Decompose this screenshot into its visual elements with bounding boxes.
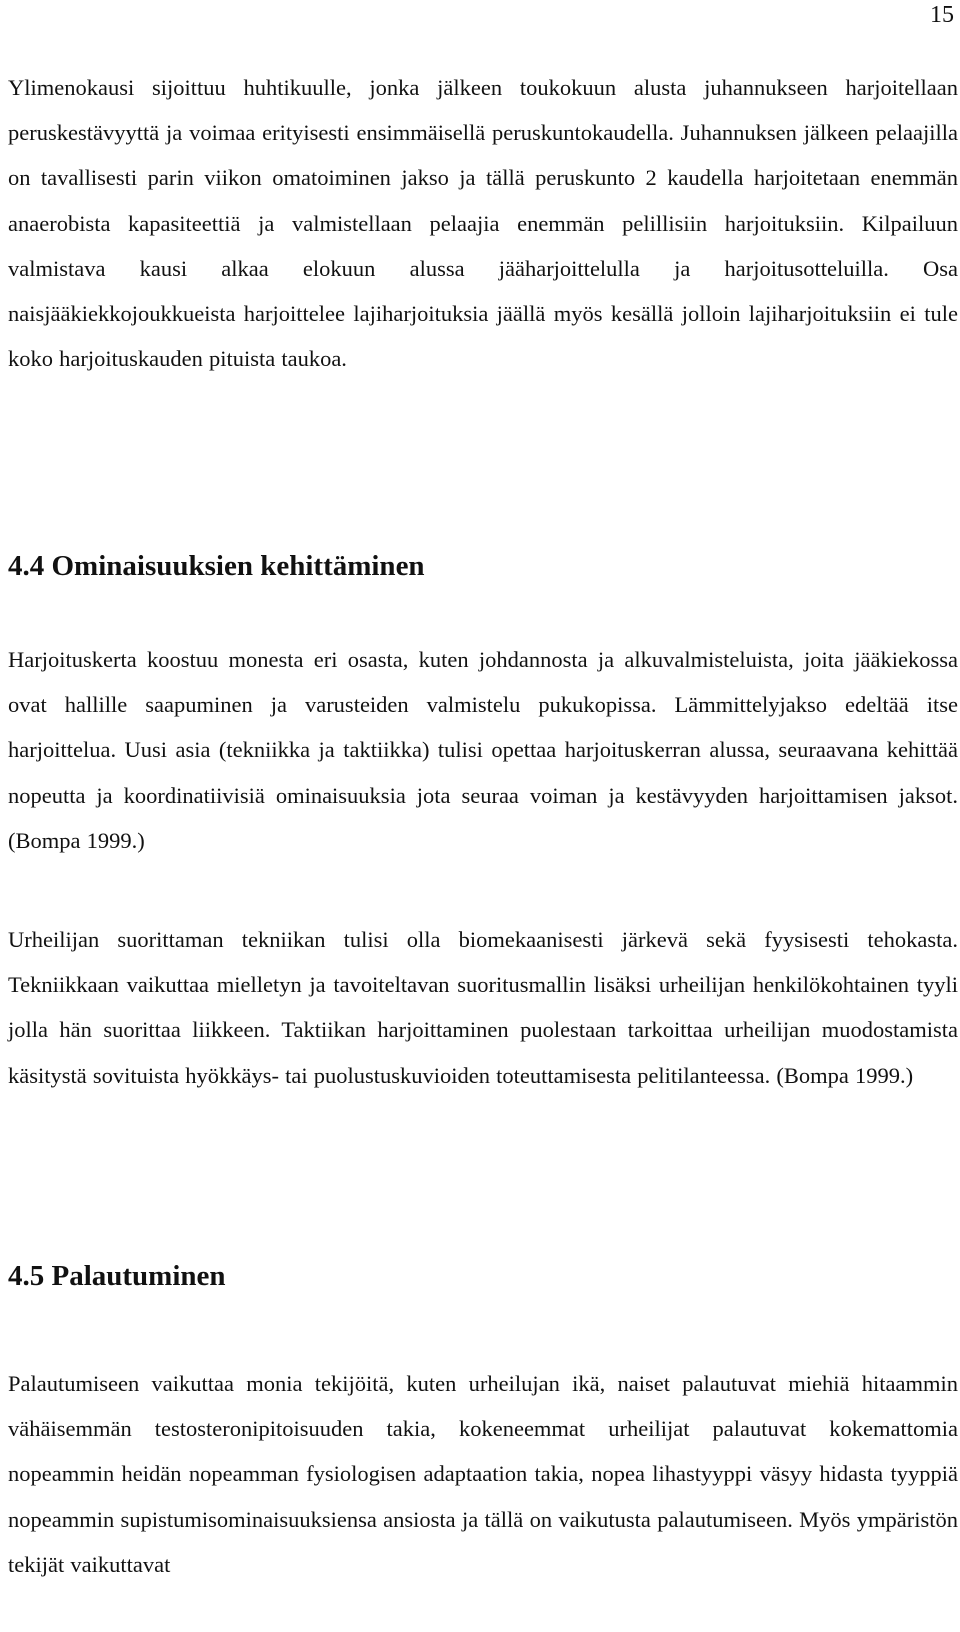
section-heading: 4.4 Ominaisuuksien kehittäminen: [8, 550, 425, 582]
page-number: 15: [930, 2, 954, 28]
body-paragraph: Palautumiseen vaikuttaa monia tekijöitä, kuten urheilujan ikä, naiset palautuvat miehiä hitaammin vähäisemmän testosteronipitoisuuden takia, kokeneemmat urheilijat palautuvat kokemattomia nopeammin heidän nopeamman fysiologisen adaptaation takia, nopea lihastyyppi väsyy hidasta tyyppiä nopeammin supistumisominaisuuksiensa ansiosta ja tällä on vaikutusta palautumiseen. Myös ympäristön tekijät vaikuttavat: [8, 1371, 958, 1577]
body-paragraph: Ylimenokausi sijoittuu huhtikuulle, jonka jälkeen toukokuun alusta juhannukseen harjoitellaan peruskestävyyttä ja voimaa erityisesti ensimmäisellä peruskuntokaudella. Juhannuksen jälkeen pelaajilla on tavallisesti parin viikon omatoiminen jakso ja tällä peruskunto 2 kaudella harjoitetaan enemmän anaerobista kapasiteettiä ja valmistellaan pelaajia enemmän pelillisiin harjoituksiin. Kilpailuun valmistava kausi alkaa elokuun alussa jääharjoittelulla ja harjoitusotteluilla. Osa naisjääkiekkojoukkueista harjoittelee lajiharjoituksia jäällä myös kesällä jolloin lajiharjoituksiin ei tule koko harjoituskauden pituista taukoa.: [8, 75, 958, 372]
body-paragraph: Urheilijan suorittaman tekniikan tulisi olla biomekaanisesti järkevä sekä fyysisesti tehokasta. Tekniikkaan vaikuttaa mielletyn ja tavoiteltavan suoritusmallin lisäksi urheilijan henkilökohtainen tyyli jolla hän suorittaa liikkeen. Taktiikan harjoittaminen puolestaan tarkoittaa urheilijan muodostamista käsitystä sovituista hyökkäys- tai puolustuskuvioiden toteuttamisesta pelitilanteessa. (Bompa 1999.): [8, 927, 958, 1088]
body-paragraph: Harjoituskerta koostuu monesta eri osasta, kuten johdannosta ja alkuvalmisteluista, joita jääkiekossa ovat hallille saapuminen ja varusteiden valmistelu pukukopissa. Lämmittelyjakso edeltää itse harjoittelua. Uusi asia (tekniikka ja taktiikka) tulisi opettaa harjoituskerran alussa, seuraavana kehittää nopeutta ja koordinatiivisiä ominaisuuksia jota seuraa voiman ja kestävyyden harjoittamisen jaksot. (Bompa 1999.): [8, 647, 958, 853]
section-heading: 4.5 Palautuminen: [8, 1260, 226, 1292]
